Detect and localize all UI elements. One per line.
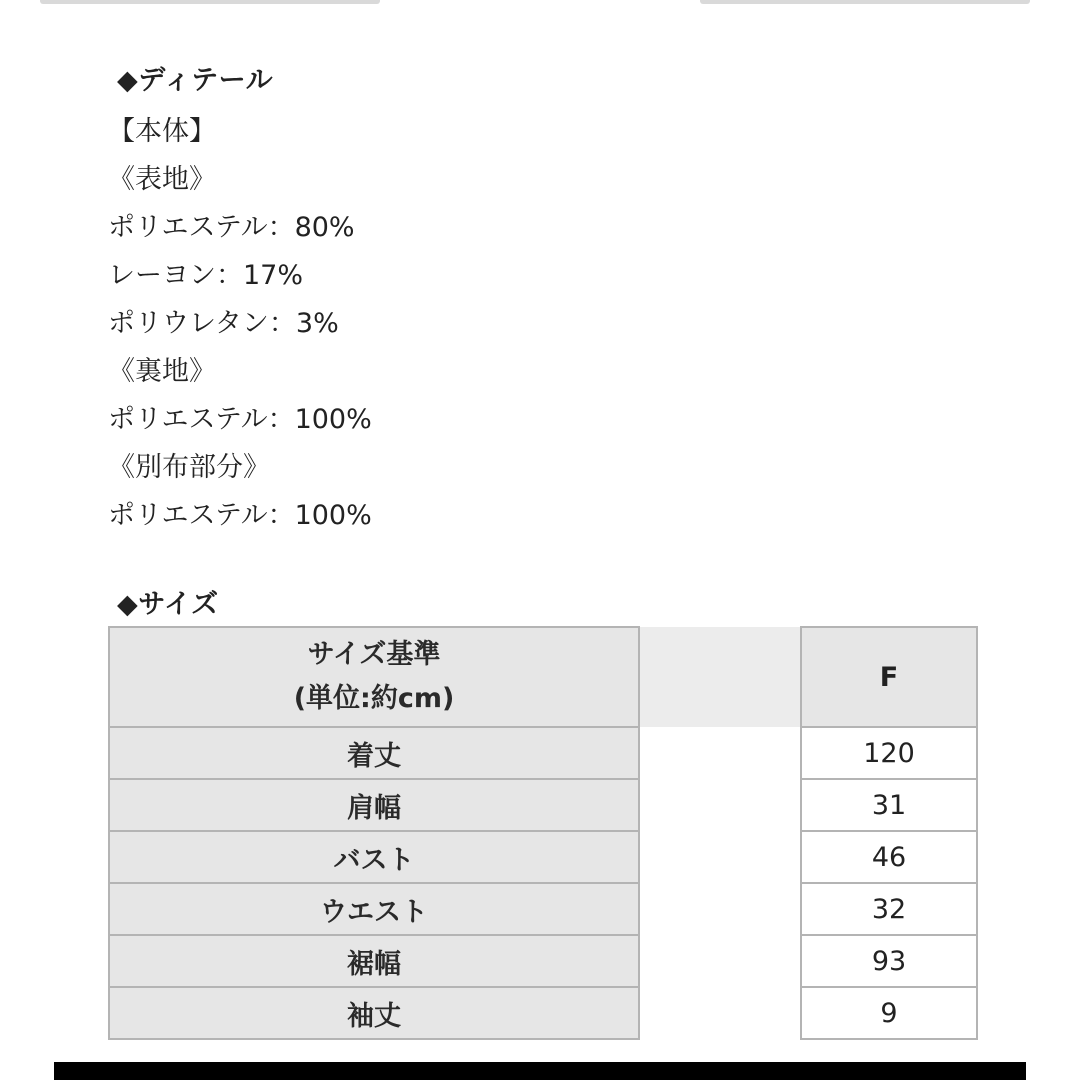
gap-cell xyxy=(639,987,801,1039)
row-label: 着丈 xyxy=(109,727,639,779)
row-value: 93 xyxy=(801,935,977,987)
gap-cell xyxy=(639,627,801,727)
detail-line: ポリエステル：100% xyxy=(108,404,372,435)
detail-line: ポリエステル：100% xyxy=(108,500,372,531)
detail-line: 《表地》 xyxy=(108,164,216,195)
row-label: 肩幅 xyxy=(109,779,639,831)
row-label: ウエスト xyxy=(109,883,639,935)
row-value: 46 xyxy=(801,831,977,883)
detail-line: 《裏地》 xyxy=(108,356,216,387)
detail-line: レーヨン：17% xyxy=(108,260,304,291)
detail-line: ポリエステル：80% xyxy=(108,212,355,243)
gap-cell xyxy=(639,727,801,779)
bottom-bar xyxy=(54,1062,1026,1080)
size-table xyxy=(108,626,978,1040)
top-edge-left xyxy=(40,0,380,4)
size-heading: ◆サイズ xyxy=(117,589,219,620)
size-column-header: F xyxy=(801,627,977,727)
gap-cell xyxy=(639,831,801,883)
size-standard-label: サイズ基準 xyxy=(307,639,441,670)
row-value: 120 xyxy=(801,727,977,779)
row-label: バスト xyxy=(109,831,639,883)
top-edge-right xyxy=(700,0,1030,4)
row-value: 32 xyxy=(801,883,977,935)
gap-cell xyxy=(639,779,801,831)
size-standard-header xyxy=(109,627,639,727)
row-value: 31 xyxy=(801,779,977,831)
detail-heading: ◆ディテール xyxy=(117,65,274,96)
gap-cell xyxy=(639,935,801,987)
table-row xyxy=(109,987,977,1039)
gap-cell xyxy=(639,883,801,935)
size-unit-label: (単位:約cm) xyxy=(293,683,455,714)
size-table-header xyxy=(109,627,977,727)
row-label: 袖丈 xyxy=(109,987,639,1039)
table-row xyxy=(109,779,977,831)
detail-line: 【本体】 xyxy=(108,116,216,147)
detail-line: 《別布部分》 xyxy=(108,452,270,483)
detail-line: ポリウレタン：3% xyxy=(108,308,339,339)
table-row xyxy=(109,727,977,779)
table-row xyxy=(109,831,977,883)
row-value: 9 xyxy=(801,987,977,1039)
detail-list xyxy=(108,108,372,540)
table-row xyxy=(109,935,977,987)
table-row xyxy=(109,883,977,935)
row-label: 裾幅 xyxy=(109,935,639,987)
